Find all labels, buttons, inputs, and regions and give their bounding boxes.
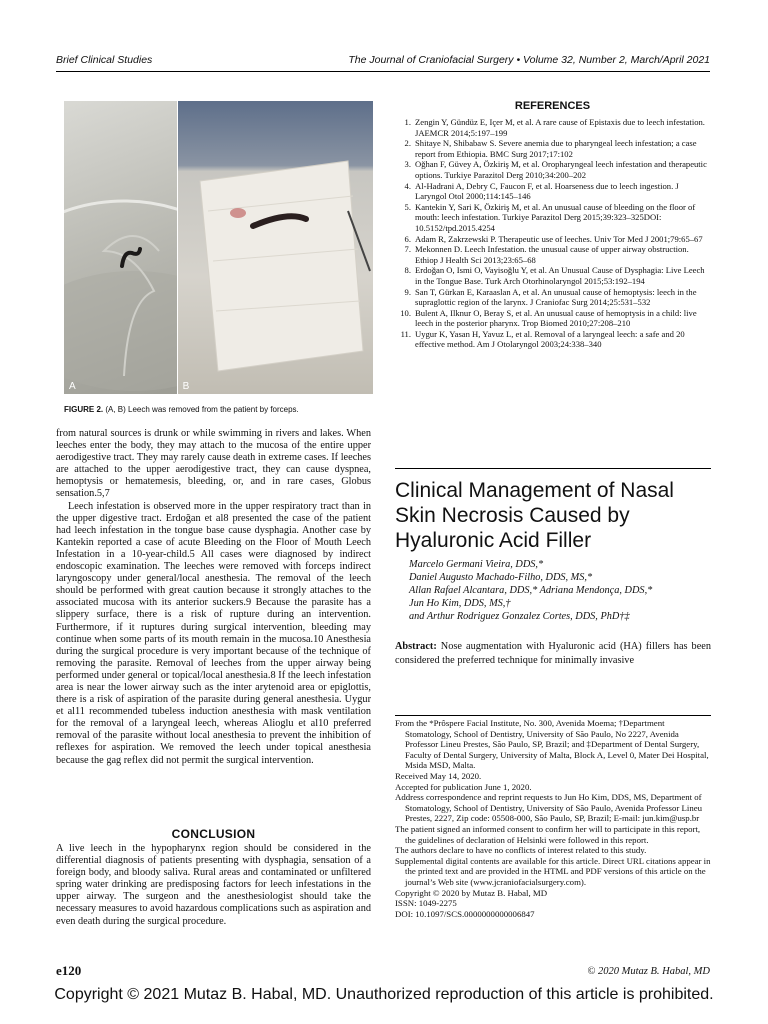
reference-item <box>389 265 711 286</box>
paragraph: from natural sources is drunk or while swimming in rivers and lakes. When leeches enter the body, they may attach to the mucosa of the entire upper aerodigestive tract. They may rarely cause death in extreme cases. If leeches are attached to the upper aerodigestive tract, they can cause dyspnea, hemoptysis or hematemesis, bleeding, or, and in rare cases, Globus sensation.5,7 <box>56 428 371 500</box>
author-line: Daniel Augusto Machado-Filho, DDS, MS,* <box>409 572 593 583</box>
article-title: Clinical Management of Nasal Skin Necrosis Caused by Hyaluronic Acid Filler <box>395 479 674 552</box>
figure-caption <box>64 405 384 414</box>
reference-item <box>389 308 711 329</box>
panel-label-b: B <box>182 381 190 392</box>
reference-item <box>389 138 711 159</box>
affiliation-note: The authors declare to have no conflicts of interest related to this study. <box>395 845 647 856</box>
copyright-notice: Copyright © 2021 Mutaz B. Habal, MD. Unauthorized reproduction of this article is prohibited. <box>54 986 714 1003</box>
author-line: Marcelo Germani Vieira, DDS,* <box>409 559 544 570</box>
reference-item <box>389 117 711 138</box>
page-number: e120 <box>56 963 82 978</box>
running-header-section: Brief Clinical Studies <box>56 54 153 66</box>
reference-text: Mekonnen D. Leech Infestation. the unusual cause of upper airway obstruction. Ethiop J Health Sci 2013;23:65–68 <box>415 244 689 265</box>
reference-text: Oğhan F, Güvey A, Özkiriş M, et al. Oropharyngeal leech infestation and therapeutic options. Turkiye Parazitol Derg 2010;34:200–202 <box>415 159 707 180</box>
reference-item <box>389 244 711 265</box>
body-text-column <box>56 428 371 767</box>
reference-text: Kantekin Y, Sari K, Özkiriş M, et al. An unusual cause of bleeding on the floor of mouth: leech infestation. Turkiye Parazitol Derg 2015;39:323–325DOI: 10.5152/tpd.2015.4254 <box>415 201 696 233</box>
affiliation-note: Supplemental digital contents are available for this article. Direct URL citations appear in the printed text and are provided in the HTML and PDF versions of this article on the journal’s Web site (www.jcraniofacialsurgery.com). <box>395 855 711 887</box>
reference-text: Uygur K, Yasan H, Yavuz L, et al. Removal of a laryngeal leech: a safe and 20 effective method. Am J Otolaryngol 2003;24:338–340 <box>415 328 685 350</box>
references-heading: REFERENCES <box>514 100 591 112</box>
figure-2 <box>64 101 373 394</box>
abstract-label: Abstract: <box>395 641 437 652</box>
reference-number: 5. <box>404 201 411 212</box>
reference-text: Zengin Y, Gündüz E, Içer M, et al. A rare cause of Epistaxis due to leech infestation. JAEMCR 2014;5:197–199 <box>415 117 705 138</box>
figure-caption-text: (A, B) Leech was removed from the patient by forceps. <box>105 405 299 414</box>
reference-number: 1. <box>404 117 411 127</box>
leech-on-gauze-photo <box>178 101 373 394</box>
reference-number: 4. <box>404 180 411 191</box>
conclusion-text <box>56 843 371 928</box>
reference-item <box>389 287 711 308</box>
leech-in-container-photo <box>64 101 177 394</box>
figure-panel-a <box>64 101 177 394</box>
reference-text: Adam R, Zakrzewski P. Therapeutic use of leeches. Univ Tor Med J 2001;79:65–67 <box>415 233 703 244</box>
reference-item <box>389 202 711 234</box>
affiliations-notes <box>395 718 711 919</box>
running-header-journal: The Journal of Craniofacial Surgery • Volume 32, Number 2, March/April 2021 <box>348 54 710 66</box>
references-list <box>389 117 711 350</box>
reference-number: 3. <box>404 159 411 170</box>
reference-text: Erdoğan O, Ismi O, Vayisoğlu Y, et al. An Unusual Cause of Dysphagia: Live Leech in the Tongue Base. Turk Arch Otorhinolaryngol 2015;53:192–194 <box>415 265 705 286</box>
reference-text: San T, Gürkan E, Karaaslan A, et al. An unusual cause of hemoptysis: leech in the supraglottic region of the larynx. J Craniofac Surg 2014;25:531–532 <box>415 286 697 308</box>
author-line: and Arthur Rodriguez Gonzalez Cortes, DDS, PhD†‡ <box>409 611 630 622</box>
affiliation-note: Address correspondence and reprint requests to Jun Ho Kim, DDS, MS, Department of Stomatology, School of Dentistry, University of São Paulo, Avenida Professor Lineu Prestes, 2227, Zip code: 05508-000, São Paulo, SP, Brazil; E-mail: jun.kim@usp.br <box>395 792 703 824</box>
reference-item <box>389 329 711 350</box>
affiliation-note: Accepted for publication June 1, 2020. <box>395 781 532 792</box>
panel-label-a: A <box>69 381 76 392</box>
figure-caption-label: FIGURE 2. <box>64 405 104 414</box>
page-copyright: © 2020 Mutaz B. Habal, MD <box>587 966 710 977</box>
affiliations-rule <box>395 715 711 716</box>
header-rule <box>56 71 710 72</box>
affiliation-note: DOI: 10.1097/SCS.0000000000006847 <box>395 908 535 919</box>
reference-text: Al-Hadrani A, Debry C, Faucon F, et al. Hoarseness due to leech ingestion. J Laryngol Otol 2000;114:145–146 <box>415 180 679 202</box>
abstract <box>395 640 711 668</box>
article-separator-rule <box>395 468 711 469</box>
author-list <box>409 558 709 623</box>
reference-item <box>389 181 711 202</box>
paragraph: Leech infestation is observed more in the upper respiratory tract than in the upper digestive tract. Erdoğan et al8 presented the case of the patient had leech infestation in the tongue base cause dysphagia. Another case by Kantekin reported a case of acute Bleeding on the Floor of Mouth Leech Infestation in a 10-year-child.5 All cases were diagnosed by indirect endoscopic examination. The leeches were removed with forceps indirect laryngoscopy under general/local anesthesia. The removal of the leech should be performed with great caution because it strongly attaches to the associated mucosa with its anterior suckers.9 Because the parasite has a slippery surface, there is a risk of rupture during an intervention. Furthermore, if it ruptures during surgical intervention, bleeding may continue when some parts of its mouth remain in the mucosa.10 Anesthesia during the surgical procedure is very important because of the technique of removing the parasite. Removal of leeches from the upper airway being performed under general or topical/local anesthesia.8 If the leech infestation area is near the lower airway such as the inter arytenoid area or epiglottis, there is a risk of aspiration of the parasite during general anesthesia. Uygur et al11 recommended tubeless induction anesthesia with mask ventilation for the removal of a laryngeal leech, whereas Alioglu et al10 preferred removal of the parasite without local anesthesia to prevent the inhibition of reflexes for aspiration. We removed the leech under topical anesthesia because the gag reflex did not permit the surgical intervention. <box>56 500 371 766</box>
affiliation-note: Copyright © 2020 by Mutaz B. Habal, MD <box>395 887 548 898</box>
reference-item <box>389 234 711 245</box>
reference-text: Bulent A, Ilknur O, Beray S, et al. An unusual cause of hemoptysis in a child: live leech in the posterior pharynx. Trop Biomed 2010;27:208–210 <box>415 307 697 329</box>
reference-number: 2. <box>404 138 411 149</box>
conclusion-heading: CONCLUSION <box>171 827 256 841</box>
reference-number: 7. <box>404 244 411 255</box>
paragraph: A live leech in the hypopharynx region should be considered in the differential diagnosis of patients presenting with dysphagia, sensation of a foreign body, and bloody saliva. Rural areas and contaminated or unfiltered spring water drinking are predisposing factors for leech infestations in the upper airway. The surgeon and the anesthesiologist should take the necessary measures to avoid hazardous complications such as aspiration and even death during the surgical procedure. <box>56 843 371 927</box>
reference-number: 11. <box>400 328 411 339</box>
affiliation-note: From the *Prôspere Facial Institute, No. 300, Avenida Moema; †Department Stomatology, School of Dentistry, University of São Paulo, No 2227, Avenida Professor Lineu Prestes, São Paulo, SP, Brazil; and ‡Department of Dental Surgery, Faculty of Dental Surgery, University of Malta, Block A, Level 0, Mater Dei Hospital, Msida MSD, Malta. <box>395 718 709 771</box>
figure-panel-b <box>178 101 373 394</box>
author-line: Allan Rafael Alcantara, DDS,* Adriana Mendonça, DDS,* <box>409 585 653 596</box>
reference-text: Shitaye N, Shibabaw S. Severe anemia due to pharyngeal leech infestation; a case report from Ethiopia. BMC Surg 2017;17:102 <box>415 138 697 159</box>
abstract-text: Nose augmentation with Hyaluronic acid (HA) fillers has been considered the preferred technique for minimally invasive <box>395 641 711 666</box>
reference-number: 8. <box>404 265 411 276</box>
reference-number: 10. <box>400 307 411 318</box>
reference-number: 9. <box>404 286 411 297</box>
affiliation-note: The patient signed an informed consent to confirm her will to participate in this report, the guidelines of declaration of Helsinki were followed in this report. <box>395 823 701 845</box>
reference-item <box>389 159 711 180</box>
affiliation-note: Received May 14, 2020. <box>395 770 482 781</box>
affiliation-note: ISSN: 1049-2275 <box>395 898 457 909</box>
reference-number: 6. <box>404 233 411 244</box>
author-line: Jun Ho Kim, DDS, MS,† <box>409 598 511 609</box>
